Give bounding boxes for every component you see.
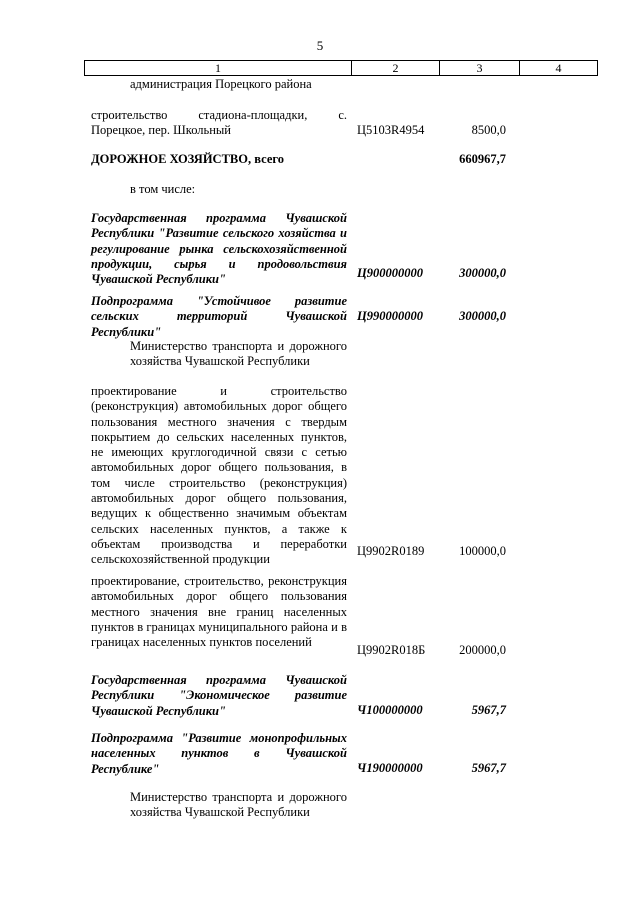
row-subprogram-monoprofile-text: Подпрограмма "Развитие монопрофильных населенных пунктов в Чувашской Республике" (91, 731, 347, 776)
column-header-2: 2 (351, 61, 439, 75)
row-road-design-local-amount: 200000,0 (459, 643, 506, 657)
row-road-design-rural-text: проектирование и строительство (реконструкция) автомобильных дорог общего пользования местного значения с твердым покрытием до сельских населенных пунктов, не имеющих круглогодичной связи с сетью автомобильных дорог общего пользования, в том числе строительство (реконструкция) автомобильных дорог общего пользования, ведущих к общественно значимым объектам сельских населенных пунктов, а также к объектам производства и переработки сельскохозяйственной продукции (91, 384, 347, 567)
row-state-program-agriculture-text: Государственная программа Чувашской Республики "Развитие сельского хозяйства и регулирование рынка сельскохозяйственной продукции, сырья и продовольствия Чувашской Республики" (91, 211, 347, 287)
row-state-program-agriculture-code: Ц900000000 (357, 266, 423, 280)
row-subprogram-rural-code: Ц990000000 (357, 309, 423, 323)
column-header-3: 3 (439, 61, 519, 75)
row-ministry-transport-1: Министерство транспорта и дорожного хозяйства Чувашской Республики (130, 339, 347, 369)
row-stadium-construction-code: Ц5103R4954 (357, 123, 425, 137)
row-subprogram-monoprofile-code: Ч190000000 (357, 761, 423, 775)
row-state-program-agriculture-amount: 300000,0 (459, 266, 506, 280)
row-stadium-construction-amount: 8500,0 (471, 123, 506, 137)
row-ministry-transport-2: Министерство транспорта и дорожного хозяйства Чувашской Республики (130, 790, 347, 820)
row-subprogram-monoprofile-amount: 5967,7 (471, 761, 506, 775)
column-header-row (84, 60, 598, 76)
row-road-economy-total-amount: 660967,7 (459, 152, 506, 166)
row-road-economy-total-text: ДОРОЖНОЕ ХОЗЯЙСТВО, всего (91, 152, 284, 166)
row-stadium-construction-text: строительство стадиона-площадки, с. Порецкое, пер. Школьный (91, 108, 347, 138)
row-state-program-economy-code: Ч100000000 (357, 703, 423, 717)
row-subprogram-rural-text: Подпрограмма "Устойчивое развитие сельских территорий Чувашской Республики" (91, 294, 347, 339)
row-road-design-rural-amount: 100000,0 (459, 544, 506, 558)
row-state-program-economy-amount: 5967,7 (471, 703, 506, 717)
row-road-design-local-text: проектирование, строительство, реконструкция автомобильных дорог общего пользования местного значения вне границ населенных пунктов в границах муниципального района и в границах населенных пунктов поселений (91, 574, 347, 650)
row-road-design-rural-code: Ц9902R0189 (357, 544, 425, 558)
row-road-design-local-code: Ц9902R018Б (357, 643, 426, 657)
row-state-program-economy-text: Государственная программа Чувашской Республики "Экономическое развитие Чувашской Республики" (91, 673, 347, 718)
column-header-1: 1 (215, 61, 221, 75)
row-subprogram-rural-amount: 300000,0 (459, 309, 506, 323)
column-header-4: 4 (519, 61, 597, 75)
row-recipient-poretsky-admin: администрация Порецкого района (130, 77, 312, 91)
row-including-label: в том числе: (130, 182, 196, 196)
page-number: 5 (316, 38, 324, 53)
